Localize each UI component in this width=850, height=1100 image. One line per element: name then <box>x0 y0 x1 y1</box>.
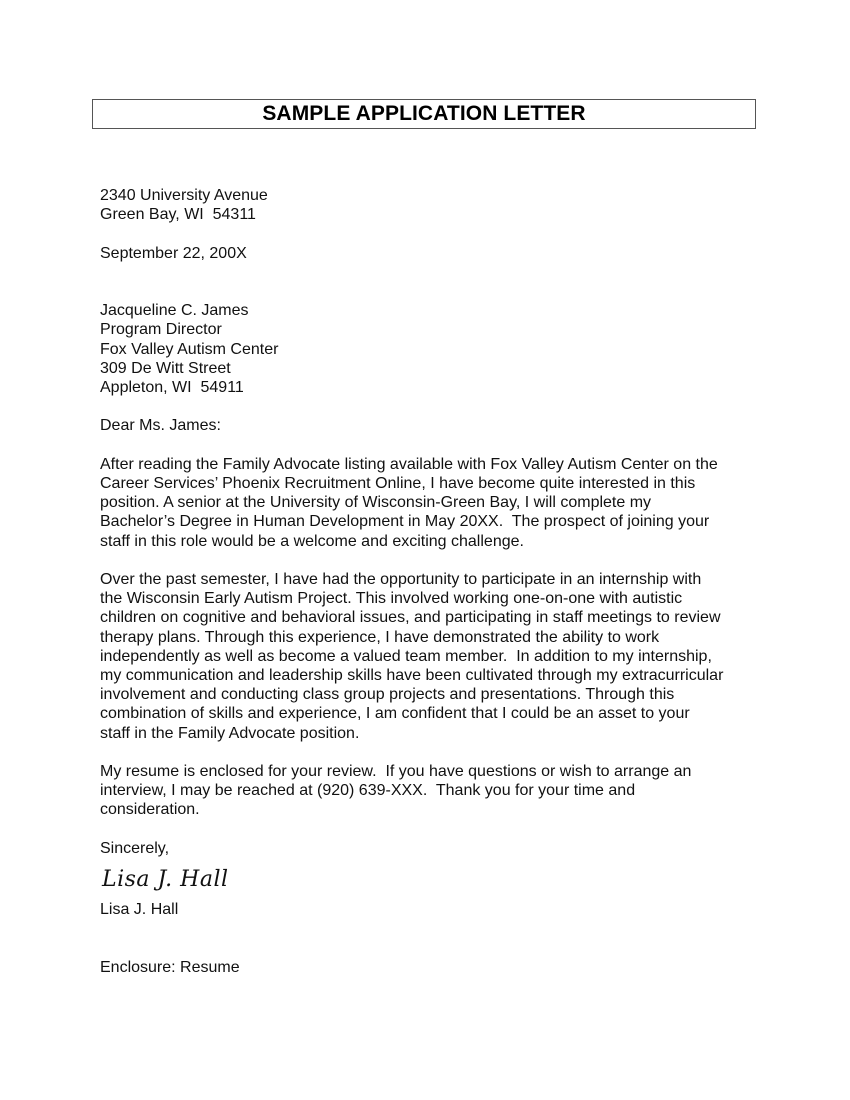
paragraph-line: staff in the Family Advocate position. <box>100 724 360 742</box>
paragraph-line: Over the past semester, I have had the opportunity to participate in an internship with <box>100 570 702 588</box>
paragraph-line: combination of skills and experience, I am confident that I could be an asset to your <box>100 705 690 723</box>
paragraph-line: Career Services’ Phoenix Recruitment Online, I have become quite interested in this <box>100 474 696 492</box>
recipient-name: Jacqueline C. James <box>100 302 249 320</box>
recipient-title: Program Director <box>100 321 222 339</box>
recipient-street: 309 De Witt Street <box>100 359 231 377</box>
letter-body <box>100 186 760 977</box>
paragraph-line: Bachelor’s Degree in Human Development in May 20XX. The prospect of joining your <box>100 513 710 531</box>
paragraph-line: children on cognitive and behavioral issues, and participating in staff meetings to review <box>100 609 721 627</box>
paragraph-line: therapy plans. Through this experience, I have demonstrated the ability to work <box>100 628 660 646</box>
paragraph-line: consideration. <box>100 801 200 819</box>
recipient-city: Appleton, WI 54911 <box>100 379 244 396</box>
sender-address <box>100 186 760 224</box>
salutation: Dear Ms. James: <box>100 417 221 435</box>
paragraph-line: interview, I may be reached at (920) 639-XXX. Thank you for your time and <box>100 782 636 800</box>
paragraph-line: my communication and leadership skills have been cultivated through my extracurricular <box>100 667 724 684</box>
paragraph-line: position. A senior at the University of Wisconsin-Green Bay, I will complete my <box>100 494 652 512</box>
signer-name: Lisa J. Hall <box>100 901 179 918</box>
paragraph-3 <box>100 762 760 820</box>
enclosure-note: Enclosure: Resume <box>100 958 240 976</box>
paragraph-1 <box>100 455 760 551</box>
paragraph-line: staff in this role would be a welcome and exciting challenge. <box>100 532 524 550</box>
paragraph-line: the Wisconsin Early Autism Project. This involved working one-on-one with autistic <box>100 590 683 608</box>
closing: Sincerely, <box>100 839 170 857</box>
paragraph-line: My resume is enclosed for your review. If you have questions or wish to arrange an <box>100 763 692 780</box>
letter-date: September 22, 200X <box>100 244 247 262</box>
paragraph-2 <box>100 570 760 743</box>
title-box <box>92 99 756 129</box>
paragraph-line: After reading the Family Advocate listing available with Fox Valley Autism Center on the <box>100 455 718 473</box>
sender-address-line2: Green Bay, WI 54311 <box>100 206 256 224</box>
paragraph-line: independently as well as become a valued team member. In addition to my internship, <box>100 647 712 665</box>
document-title: SAMPLE APPLICATION LETTER <box>262 102 586 125</box>
recipient-address <box>100 301 760 397</box>
recipient-organization: Fox Valley Autism Center <box>100 340 279 358</box>
paragraph-line: involvement and conducting class group projects and presentations. Through this <box>100 686 675 704</box>
sender-address-line1: 2340 University Avenue <box>100 187 268 204</box>
handwritten-signature: Lisa J. Hall <box>102 867 229 892</box>
